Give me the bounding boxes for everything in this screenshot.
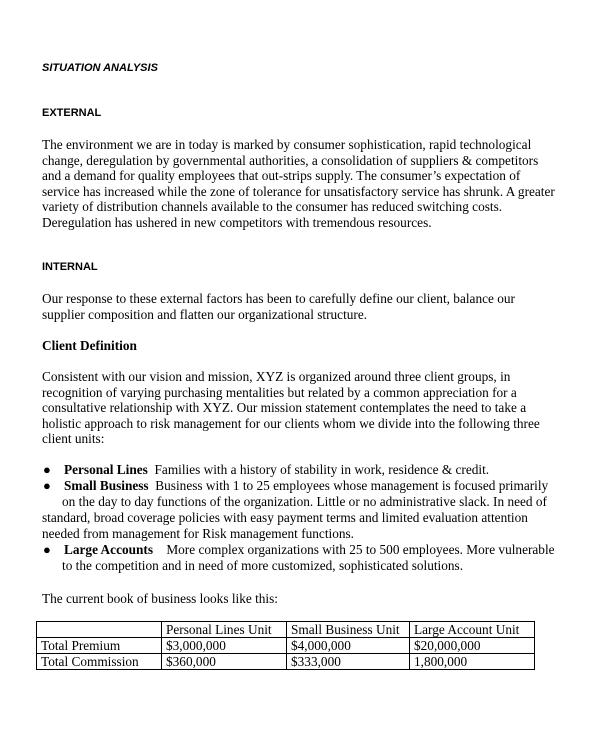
client-definition-paragraph [42,369,540,447]
table-cell: $3,000,000 [162,638,287,654]
bullet-dot: ● [43,478,51,493]
table-header-cell: Personal Lines Unit [162,622,287,638]
table-cell: $4,000,000 [287,638,410,654]
bullet-text: Families with a history of stability in work, residence & credit. [154,462,490,477]
table-header-cell: Large Account Unit [410,622,535,638]
table-header-row [37,622,535,638]
table-cell: $360,000 [162,654,287,670]
paragraph-line: consultative relationship with XYZ. Our mission statement contemplates the need to take a [42,400,527,415]
bullet-dot: ● [43,462,51,477]
paragraph-line: Consistent with our vision and mission, XYZ is organized around three client groups, in [42,369,511,384]
bullet-title: Small Business [64,478,149,493]
bullet-dot: ● [43,542,51,557]
table-row [37,638,535,654]
paragraph-line: Our response to these external factors has been to carefully define our client, balance our [42,291,515,306]
internal-heading: INTERNAL [42,261,98,273]
external-heading: EXTERNAL [42,107,102,119]
paragraph-line: and a demand for quality employees that out-strips supply. The consumer’s expectation of [42,168,521,183]
situation-analysis-heading: SITUATION ANALYSIS [42,62,158,74]
bullet-title: Large Accounts [64,542,154,557]
paragraph-line: change, deregulation by governmental authorities, a consolidation of suppliers & competitors [42,152,539,168]
paragraph-line: client units: [42,431,105,446]
table-row [37,654,535,670]
bullet-continuation: needed from management for Risk management functions. [42,526,355,541]
table-cell: $20,000,000 [410,638,535,654]
paragraph-line: service has increased while the zone of tolerance for unsatisfactory service has shrunk. A greater [42,183,555,199]
client-definition-heading: Client Definition [42,338,137,353]
book-of-business-table [36,621,535,670]
internal-paragraph [42,291,515,322]
table-header-cell: Small Business Unit [287,622,410,638]
paragraph-line: recognition of varying purchasing mentalities but related by a common appreciation for a [42,384,517,400]
paragraph-line: supplier composition and flatten our organizational structure. [42,306,368,322]
external-paragraph [42,137,555,230]
paragraph-line: The environment we are in today is marked by consumer sophistication, rapid technological [42,137,532,152]
bullet-continuation: on the day to day functions of the organization. Little or no administrative slack. In need of [62,494,547,509]
bullet-continuation: to the competition and in need of more customized, sophisticated solutions. [62,558,464,573]
table-cell: 1,800,000 [410,654,535,670]
table-cell: Total Commission [37,654,162,670]
bullet-title: Personal Lines [64,462,148,477]
table-cell: Total Premium [37,638,162,654]
bullet-text: More complex organizations with 25 to 500 employees. More vulnerable [166,542,555,557]
paragraph-line: variety of distribution channels available to the consumer has reduced switching costs. [42,199,503,214]
table-header-cell [37,622,162,638]
paragraph-line: Deregulation has ushered in new competitors with tremendous resources. [42,214,432,230]
table-cell: $333,000 [287,654,410,670]
bullet-text: Business with 1 to 25 employees whose management is focused primarily [155,478,549,493]
paragraph-line: holistic approach to risk management for our clients whom we divide into the following three [42,415,540,431]
book-intro: The current book of business looks like this: [42,591,278,606]
bullet-continuation: standard, broad coverage policies with easy payment terms and limited evaluation attention [42,510,528,525]
